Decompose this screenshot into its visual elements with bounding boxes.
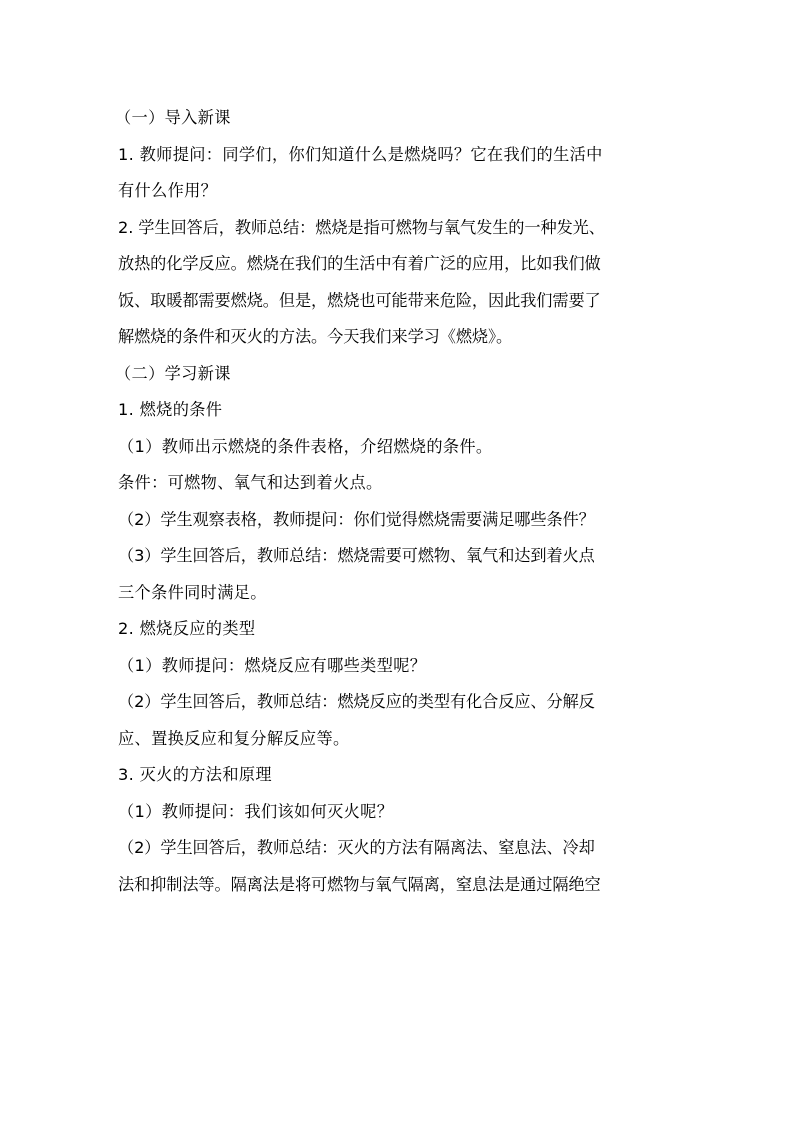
paragraph-line: 三个条件同时满足。 bbox=[118, 582, 267, 602]
subsection-heading: 1. 燃烧的条件 bbox=[118, 400, 223, 419]
paragraph-line: （1）教师提问：燃烧反应有哪些类型呢？ bbox=[118, 655, 427, 675]
paragraph-line: （2）学生回答后，教师总结：灭火的方法有隔离法、窒息法、冷却 bbox=[118, 838, 595, 857]
paragraph-line: 有什么作用？ bbox=[118, 181, 218, 200]
paragraph-line: （2）学生回答后，教师总结：燃烧反应的类型有化合反应、分解反 bbox=[118, 692, 595, 711]
section-heading-new-lesson: （二）学习新课 bbox=[115, 363, 231, 383]
paragraph-line: 条件：可燃物、氧气和达到着火点。 bbox=[118, 473, 383, 492]
paragraph-line: 法和抑制法等。隔离法是将可燃物与氧气隔离，窒息法是通过隔绝空 bbox=[118, 874, 601, 894]
paragraph-line: （1）教师出示燃烧的条件表格，介绍燃烧的条件。 bbox=[118, 436, 493, 456]
paragraph-line: （1）教师提问：我们该如何灭火呢？ bbox=[118, 801, 394, 821]
document-body bbox=[115, 100, 680, 903]
paragraph-line: 放热的化学反应。燃烧在我们的生活中有着广泛的应用，比如我们做 bbox=[118, 254, 601, 273]
paragraph-line: 应、置换反应和复分解反应等。 bbox=[118, 728, 350, 748]
paragraph-line: 1. 教师提问：同学们，你们知道什么是燃烧吗？它在我们的生活中 bbox=[118, 144, 603, 164]
paragraph-line: 2. 学生回答后，教师总结：燃烧是指可燃物与氧气发生的一种发光、 bbox=[118, 217, 605, 237]
subsection-heading: 2. 燃烧反应的类型 bbox=[118, 619, 256, 638]
section-heading-intro: （一）导入新课 bbox=[115, 108, 231, 127]
paragraph-line: 饭、取暖都需要燃烧。但是，燃烧也可能带来危险，因此我们需要了 bbox=[118, 290, 601, 310]
paragraph-line: （2）学生观察表格，教师提问：你们觉得燃烧需要满足哪些条件？ bbox=[118, 509, 595, 529]
subsection-heading: 3. 灭火的方法和原理 bbox=[118, 765, 272, 784]
paragraph-line: 解燃烧的条件和灭火的方法。今天我们来学习《燃烧》。 bbox=[118, 327, 513, 346]
paragraph-line: （3）学生回答后，教师总结：燃烧需要可燃物、氧气和达到着火点 bbox=[118, 546, 595, 565]
